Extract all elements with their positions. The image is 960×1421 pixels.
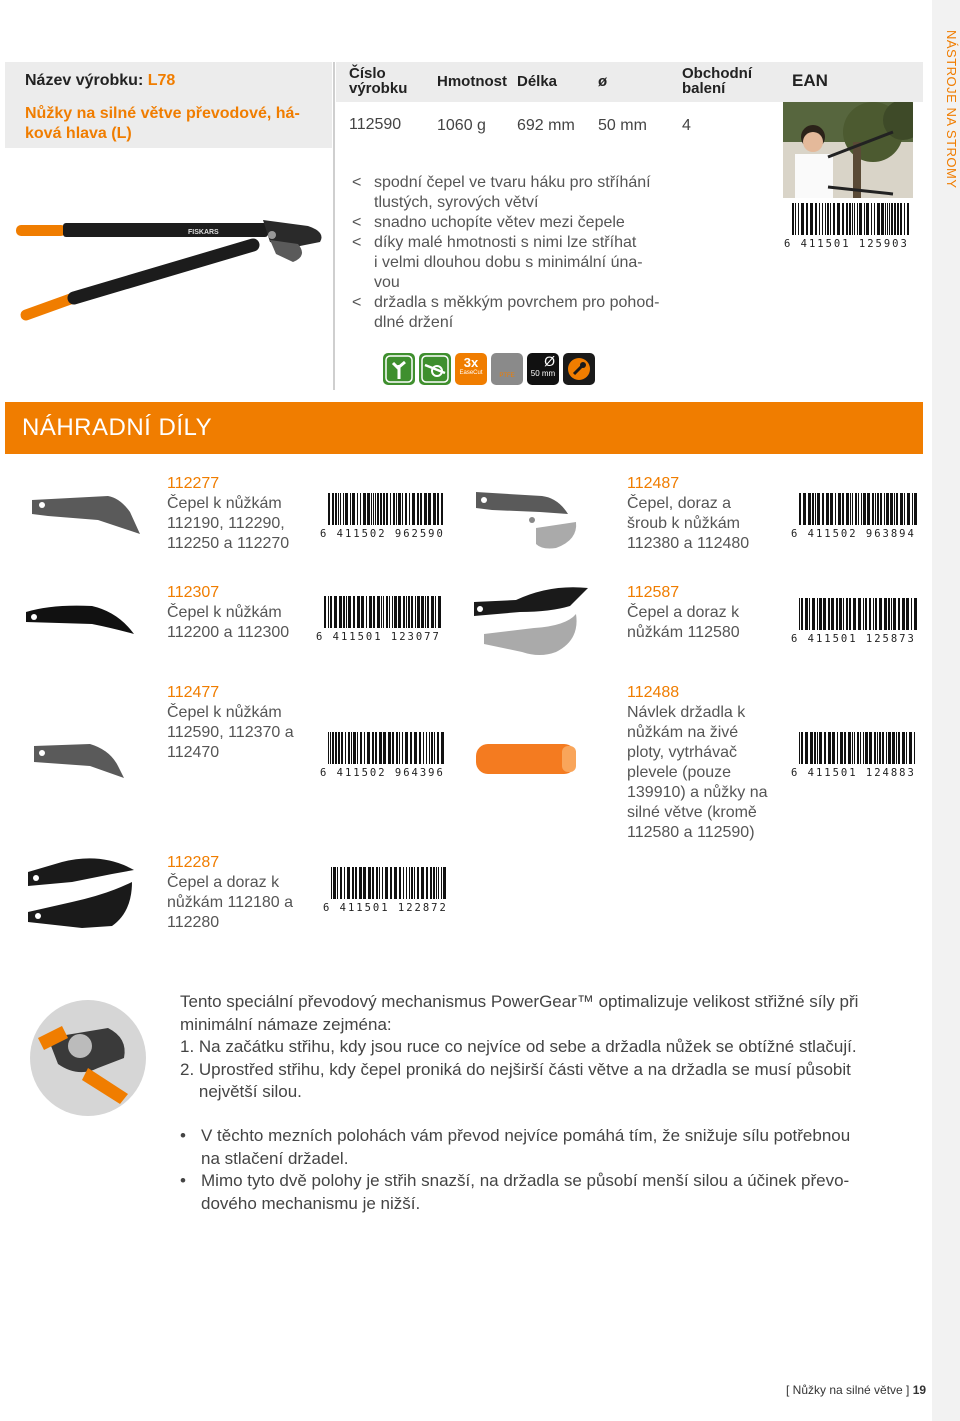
wrench-icon bbox=[563, 353, 595, 385]
value-length: 692 mm bbox=[517, 117, 575, 134]
product-title bbox=[25, 104, 300, 144]
lopper-image bbox=[8, 210, 328, 330]
feature-marker bbox=[352, 273, 374, 293]
branch-icon bbox=[383, 353, 415, 385]
feature-text: držadla s měkkým povrchem pro pohod- bbox=[374, 294, 660, 311]
part-entry bbox=[167, 853, 317, 933]
part-barcode bbox=[323, 867, 449, 914]
product-photo bbox=[783, 102, 913, 198]
part-description-line: Čepel k nůžkám bbox=[167, 704, 282, 721]
feature-marker: < bbox=[352, 174, 362, 191]
part-description-line: Čepel k nůžkám bbox=[167, 495, 282, 512]
header-pack-line: balení bbox=[682, 80, 726, 97]
feature-line bbox=[352, 233, 682, 253]
description-line: 1. Na začátku střihu, kdy jsou ruce co nejvíce od sebe a držadla nůžek se obtížné stlačují. bbox=[180, 1037, 857, 1056]
part-barcode bbox=[791, 732, 917, 779]
part-description-line: 112580 a 112590) bbox=[627, 824, 755, 841]
feature-marker bbox=[352, 313, 374, 333]
barcode-bars bbox=[791, 598, 917, 630]
description-line: 2. Uprostřed střihu, kdy čepel proniká do nejširší části větve a na držadla se musí působit bbox=[180, 1059, 851, 1079]
barcode-bars bbox=[784, 203, 912, 235]
part-number: 112487 bbox=[627, 475, 680, 492]
powergear-description bbox=[180, 991, 920, 1104]
part-description-line: Čepel a doraz k bbox=[627, 604, 740, 621]
part-description-line: 112380 a 112480 bbox=[627, 535, 750, 552]
easecut-count: 3x bbox=[463, 355, 479, 370]
bullet-text: V těchto mezních polohách vám převod nejvíce pomáhá tím, že snižuje sílu potřebnou bbox=[201, 1126, 851, 1145]
description-line: minimální námaze zejména: bbox=[180, 1014, 392, 1034]
lopper-lower-handle bbox=[26, 245, 253, 315]
header-length: Délka bbox=[517, 73, 558, 90]
product-title-line: ková hlava (L) bbox=[25, 125, 132, 142]
cutting-diameter-icon bbox=[527, 353, 559, 385]
barcode-bars bbox=[323, 867, 449, 899]
part-description-line: 112470 bbox=[167, 744, 220, 761]
barcode-bars bbox=[316, 596, 442, 628]
part-description-line: Čepel k nůžkám bbox=[167, 604, 282, 621]
feature-list bbox=[352, 173, 682, 333]
powergear-bullets bbox=[180, 1125, 920, 1215]
bullet-line bbox=[180, 1193, 920, 1216]
bullet-line bbox=[180, 1148, 920, 1171]
side-tab bbox=[932, 0, 960, 1421]
feature-text: dlné držení bbox=[374, 314, 454, 331]
bullet-text: dového mechanismu je nižší. bbox=[201, 1193, 421, 1213]
part-description-line: silné větve (kromě bbox=[627, 804, 757, 821]
feature-line bbox=[352, 313, 682, 333]
feature-icons bbox=[383, 353, 595, 387]
main-barcode bbox=[784, 203, 912, 250]
part-description-line: plevele (pouze bbox=[627, 764, 732, 781]
feature-text: snadno uchopíte větev mezi čepele bbox=[374, 214, 625, 231]
barcode-number: 6 411501 125903 bbox=[784, 238, 909, 250]
part-description-line: 139910) a nůžky na bbox=[627, 784, 768, 801]
feature-marker: < bbox=[352, 214, 362, 231]
barcode-number: 6 411501 122872 bbox=[323, 902, 448, 914]
part-image-112587 bbox=[470, 582, 610, 664]
feature-text: díky malé hmotnosti s nimi lze stříhat bbox=[374, 234, 637, 251]
part-entry bbox=[627, 583, 777, 643]
header-weight: Hmotnost bbox=[437, 73, 507, 90]
barcode-number: 6 411502 962590 bbox=[320, 528, 445, 540]
part-entry bbox=[627, 474, 777, 554]
part-description-line: nůžkám 112580 bbox=[627, 624, 740, 641]
feature-text: vou bbox=[374, 274, 400, 291]
bullet-text: Mimo tyto dvě polohy je střih snazší, na držadla se působí menší silou a účinek převo- bbox=[201, 1171, 850, 1190]
header-ean: EAN bbox=[792, 71, 828, 90]
description-line: Tento speciální převodový mechanismus PowerGear™ optimalizuje velikost střižné síly při bbox=[180, 992, 859, 1011]
lopper-upper-handle bbox=[16, 223, 268, 237]
part-description-line: šroub k nůžkám bbox=[627, 515, 740, 532]
part-image-112307 bbox=[22, 602, 142, 642]
feature-marker: < bbox=[352, 234, 362, 251]
part-description-line: 112250 a 112270 bbox=[167, 535, 290, 552]
product-name-value: L78 bbox=[147, 72, 176, 89]
feature-marker: < bbox=[352, 294, 362, 311]
header-number-line: výrobku bbox=[349, 80, 408, 97]
part-image-112488 bbox=[472, 740, 582, 778]
feature-line bbox=[352, 273, 682, 293]
feature-text: i velmi dlouhou dobu s minimální úna- bbox=[374, 254, 643, 271]
feature-text: tlustých, syrových větví bbox=[374, 194, 539, 211]
part-description-line: nůžkám 112180 a bbox=[167, 894, 294, 911]
part-image-112487 bbox=[472, 488, 592, 554]
feature-line bbox=[352, 193, 682, 213]
barcode-bars bbox=[791, 493, 917, 525]
feature-line bbox=[352, 253, 682, 273]
spec-header-row bbox=[336, 62, 923, 102]
part-description-line: nůžkám na živé bbox=[627, 724, 739, 741]
value-number: 112590 bbox=[349, 116, 402, 133]
part-entry bbox=[167, 474, 317, 554]
part-number: 112287 bbox=[167, 854, 220, 871]
cut-branch-icon bbox=[419, 353, 451, 385]
feature-line bbox=[352, 293, 682, 313]
part-barcode bbox=[320, 493, 446, 540]
value-weight: 1060 g bbox=[437, 117, 486, 134]
description-line: největší silou. bbox=[180, 1082, 302, 1101]
header-pack-line: Obchodní bbox=[682, 65, 752, 82]
part-entry bbox=[167, 583, 317, 643]
bullet-line bbox=[180, 1125, 920, 1148]
part-image-112287 bbox=[22, 852, 152, 942]
bullet-text: na stlačení držadel. bbox=[201, 1148, 349, 1168]
header-diameter: ø bbox=[598, 73, 608, 90]
part-entry bbox=[627, 683, 777, 843]
header-number-line: Číslo bbox=[349, 65, 386, 82]
diameter-symbol: Ø bbox=[544, 353, 555, 369]
bullet-dot-icon: • bbox=[180, 1126, 186, 1145]
barcode-number: 6 411501 123077 bbox=[316, 631, 441, 643]
part-description-line: 112190, 112290, bbox=[167, 515, 285, 532]
easecut-icon bbox=[455, 353, 487, 385]
value-diameter: 50 mm bbox=[598, 117, 647, 134]
barcode-bars bbox=[320, 493, 446, 525]
part-number: 112587 bbox=[627, 584, 680, 601]
part-number: 112488 bbox=[627, 684, 680, 701]
part-description-line: 112590, 112370 a bbox=[167, 724, 294, 741]
part-description-line: 112200 a 112300 bbox=[167, 624, 290, 641]
bullet-dot-icon bbox=[180, 1148, 201, 1171]
diameter-value: 50 mm bbox=[530, 369, 556, 378]
product-name bbox=[25, 73, 175, 88]
part-description-line: 112280 bbox=[167, 914, 220, 931]
part-number: 112277 bbox=[167, 475, 220, 492]
feature-marker bbox=[352, 253, 374, 273]
side-tab-label: NÁSTROJE NA STROMY bbox=[944, 30, 959, 189]
barcode-number: 6 411502 963894 bbox=[791, 528, 916, 540]
easecut-label: EaseCut bbox=[459, 370, 483, 376]
part-description-line: Čepel, doraz a bbox=[627, 495, 732, 512]
barcode-number: 6 411502 964396 bbox=[320, 767, 445, 779]
part-barcode bbox=[791, 493, 917, 540]
part-description-line: Návlek držadla k bbox=[627, 704, 746, 721]
ptfe-label: PTFE bbox=[499, 373, 515, 379]
bullet-dot-icon: • bbox=[180, 1171, 186, 1190]
part-barcode bbox=[316, 596, 442, 643]
part-description-line: Čepel a doraz k bbox=[167, 874, 280, 891]
part-barcode bbox=[791, 598, 917, 645]
footer-section: [ Nůžky na silné větve ] bbox=[786, 1383, 910, 1397]
brand-logo: FISKARS bbox=[188, 229, 219, 236]
feature-marker bbox=[352, 193, 374, 213]
page-number: 19 bbox=[912, 1383, 927, 1397]
part-description-line: ploty, vytrhávač bbox=[627, 744, 737, 761]
page-footer bbox=[786, 1383, 926, 1397]
part-image-112477 bbox=[30, 738, 140, 782]
part-barcode bbox=[320, 732, 446, 779]
part-entry bbox=[167, 683, 317, 763]
bullet-dot-icon bbox=[180, 1193, 201, 1216]
feature-text: spodní čepel ve tvaru háku pro stříhání bbox=[374, 174, 651, 191]
header-pack bbox=[682, 66, 752, 96]
ptfe-coating-icon bbox=[491, 353, 523, 385]
product-title-line: Nůžky na silné větve převodové, há- bbox=[25, 105, 300, 122]
powergear-image bbox=[28, 998, 148, 1118]
part-number: 112477 bbox=[167, 684, 220, 701]
divider-line bbox=[333, 62, 335, 390]
barcode-number: 6 411501 124883 bbox=[791, 767, 916, 779]
bullet-line bbox=[180, 1170, 920, 1193]
barcode-number: 6 411501 125873 bbox=[791, 633, 916, 645]
barcode-bars bbox=[320, 732, 446, 764]
feature-line bbox=[352, 173, 682, 193]
product-name-label: Název výrobku: bbox=[25, 72, 144, 89]
value-pack: 4 bbox=[682, 117, 691, 134]
lopper-head bbox=[263, 220, 322, 262]
barcode-bars bbox=[791, 732, 917, 764]
header-number bbox=[349, 66, 407, 96]
spare-parts-title: NÁHRADNÍ DÍLY bbox=[22, 414, 213, 441]
part-number: 112307 bbox=[167, 584, 220, 601]
feature-line bbox=[352, 213, 682, 233]
part-image-112277 bbox=[28, 490, 148, 540]
